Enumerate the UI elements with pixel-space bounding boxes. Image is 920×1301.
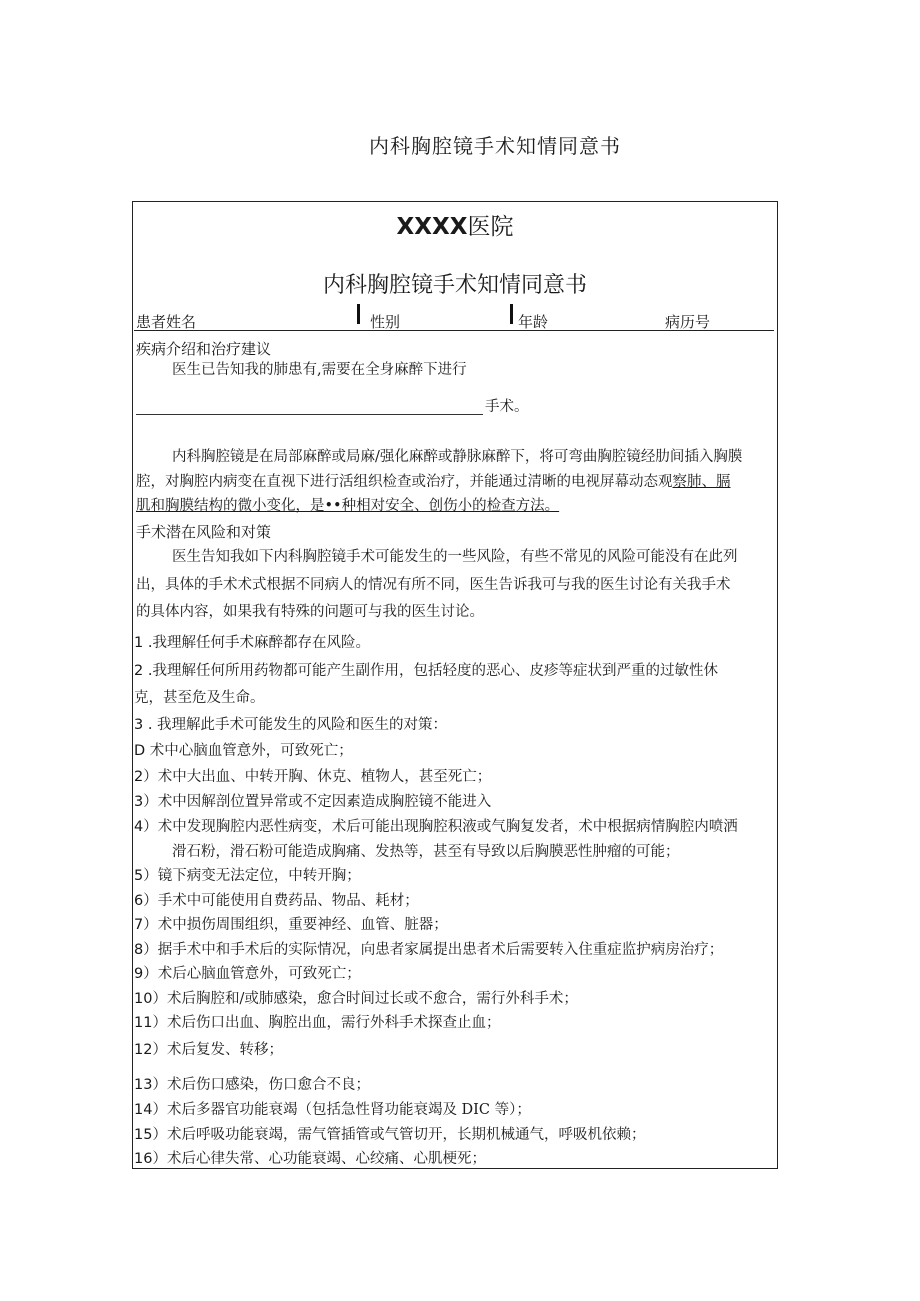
intro-line-2-text: 腔，对胸腔内病变在直视下进行活组织检查或治疗，并能通过清晰的电视屏幕动态观: [136, 474, 673, 490]
intro-line-2-underlined: 察肺、膈: [672, 474, 731, 490]
page-title: 内科胸腔镜手术知情同意书: [369, 134, 621, 158]
age-label: 年龄: [518, 313, 549, 331]
risk-intro-1: 医生告知我如下内科胸腔镜手术可能发生的一些风险，有些不常见的风险可能没有在此列: [172, 549, 738, 565]
risk-item: 3）术中因解剖位置异常或不定因素造成胸腔镜不能进入: [134, 794, 492, 810]
risk-item: 6）手术中可能使用自费药品、物品、耗材；: [134, 893, 419, 909]
section-heading-disease: 疾病介绍和治疗建议: [136, 340, 272, 358]
form-title: 内科胸腔镜手术知情同意书: [322, 273, 587, 298]
risk-item: 15）术后呼吸功能衰竭，需气管插管或气管切开，长期机械通气，呼吸机依赖；: [134, 1127, 646, 1143]
list-item: 2 .我理解任何所用药物都可能产生副作用，包括轻度的恶心、皮疹等症状到严重的过敏性休: [134, 663, 718, 679]
section-heading-risks: 手术潜在风险和对策: [136, 523, 272, 541]
list-item: 克，甚至危及生命。: [134, 690, 265, 706]
risk-item: 14）术后多器官功能衰竭（包括急性肾功能衰竭及 DIC 等）；: [134, 1102, 531, 1118]
surgery-suffix: 手术。: [485, 399, 529, 415]
risk-item: 滑石粉，滑石粉可能造成胸痛、发热等，甚至有导致以后胸膜恶性肿瘤的可能；: [172, 844, 680, 860]
field-divider: [510, 304, 513, 324]
risk-intro-3: 的具体内容，如果我有特殊的问题可与我的医生讨论。: [136, 604, 484, 620]
risk-item: 13）术后伤口感染，伤口愈合不良；: [134, 1077, 370, 1093]
patient-info-row: [134, 302, 774, 331]
risk-item: 10）术后胸腔和/或肺感染，愈合时间过长或不愈合，需行外科手术；: [134, 991, 578, 1007]
field-divider: [357, 304, 360, 324]
intro-line-2: [136, 470, 731, 494]
sex-label: 性别: [370, 313, 401, 331]
risk-item: 5）镜下病变无法定位，中转开胸；: [134, 868, 361, 884]
hospital-name: [0, 208, 910, 241]
risk-item: 8）据手术中和手术后的实际情况，向患者家属提出患者术后需要转入住重症监护病房治疗；: [134, 942, 724, 958]
risk-item: 7）术中损伤周围组织，重要神经、血管、脏器；: [134, 917, 448, 933]
risk-item: 2）术中大出血、中转开胸、休克、植物人，甚至死亡；: [134, 769, 492, 785]
risk-item: 9）术后心脑血管意外，可致死亡；: [134, 966, 361, 982]
record-number-label: 病历号: [665, 313, 711, 331]
list-item: 3 . 我理解此手术可能发生的风险和医生的对策：: [134, 717, 448, 733]
risk-item: 12）术后复发、转移；: [134, 1042, 283, 1058]
surgery-blank-field: [136, 414, 483, 415]
patient-name-label: 患者姓名: [136, 313, 197, 331]
list-item: 1 .我理解任何手术麻醉都存在风险。: [134, 635, 370, 651]
risk-item: 11）术后伤口出血、胸腔出血，需行外科手术探查止血；: [134, 1015, 501, 1031]
intro-line-1: 内科胸腔镜是在局部麻醉或局麻/强化麻醉或静脉麻醉下，将可弯曲胸腔镜经肋间插入胸膜: [172, 449, 743, 465]
diagnosis-line: 医生已告知我的肺患有,需要在全身麻醉下进行: [172, 362, 467, 378]
hospital-suffix: 医院: [467, 214, 514, 240]
hospital-prefix: XXXX: [396, 214, 468, 240]
risk-item: 16）术后心律失常、心功能衰竭、心绞痛、心肌梗死；: [134, 1151, 486, 1167]
risk-item: 4）术中发现胸腔内恶性病变，术后可能出现胸腔积液或气胸复发者，术中根据病情胸腔内喷洒: [134, 819, 738, 835]
risk-intro-2: 出，具体的手术术式根据不同病人的情况有所不同，医生告诉我可与我的医生讨论有关我手术: [136, 577, 731, 593]
risk-item: D 术中心脑血管意外，可致死亡；: [134, 743, 353, 759]
intro-line-3: 肌和胸膜结构的微小变化，是••种相对安全、创伤小的检查方法。: [136, 498, 560, 514]
